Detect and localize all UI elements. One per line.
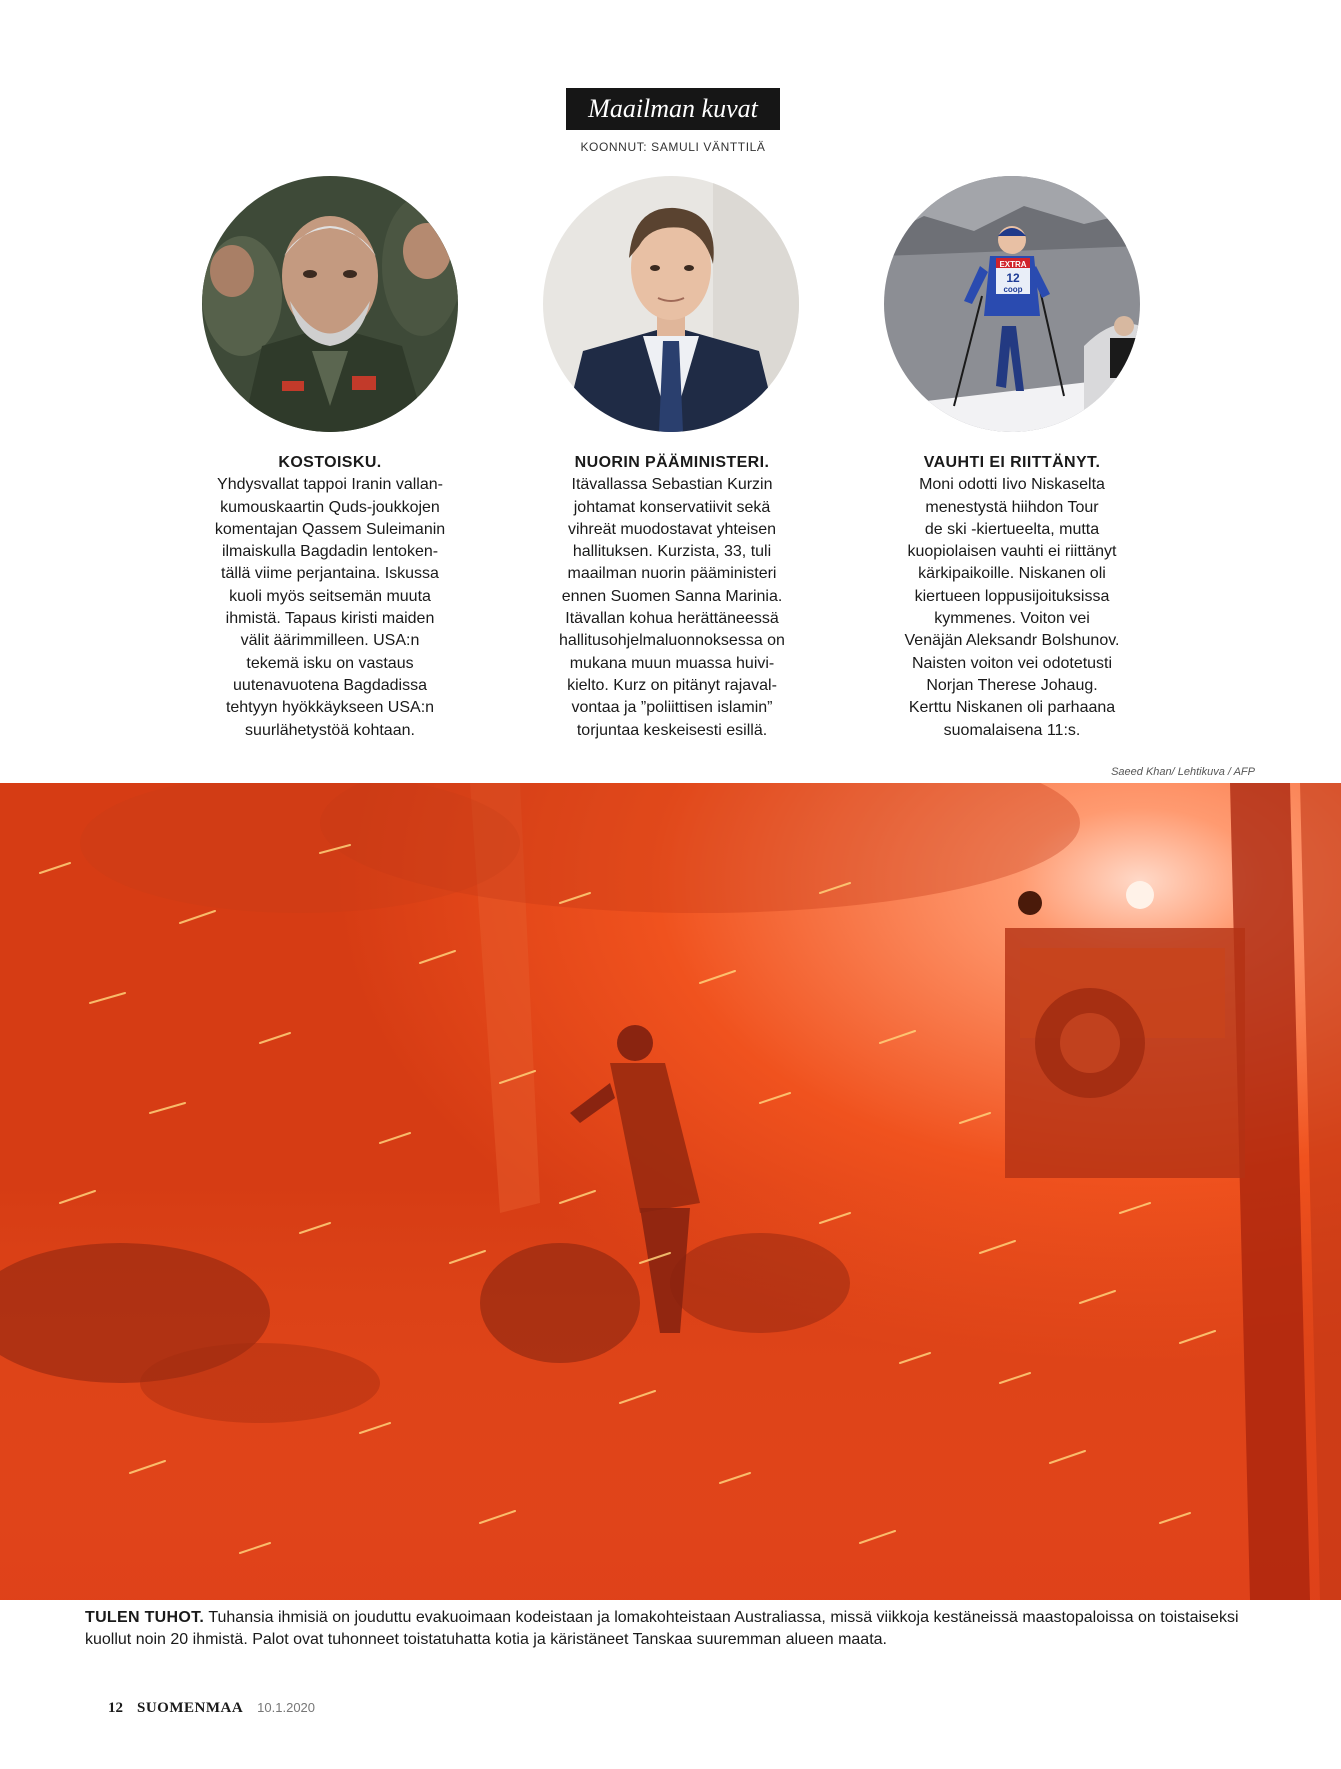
general-photo-image bbox=[202, 176, 458, 432]
story-heading: KOSTOISKU. bbox=[278, 454, 382, 471]
page-number: 12 bbox=[108, 1700, 123, 1716]
story-line: ennen Suomen Sanna Marinia. bbox=[561, 587, 783, 605]
page-footer bbox=[108, 1700, 315, 1717]
story-vauhti-ei-riittanyt bbox=[877, 452, 1147, 742]
story-line: Venäjän Aleksandr Bolshunov. bbox=[904, 632, 1120, 650]
photo-credit: Saeed Khan/ Lehtikuva / AFP bbox=[1111, 766, 1255, 778]
story-kostoisku bbox=[195, 452, 465, 742]
story-heading: NUORIN PÄÄMINISTERI. bbox=[574, 454, 770, 471]
publication-name: SUOMENMAA bbox=[137, 1700, 244, 1716]
story-line: kymmenes. Voiton vei bbox=[934, 610, 1090, 628]
story-line: ilmaiskulla Bagdadin lentoken- bbox=[221, 543, 439, 561]
skier-photo-image bbox=[884, 176, 1140, 432]
story-line: tekemä isku on vastaus bbox=[246, 654, 414, 672]
story-line: mukana muun muassa huivi- bbox=[569, 654, 775, 672]
story-line: Norjan Therese Johaug. bbox=[926, 676, 1098, 694]
story-line: johtamat konservatiivit sekä bbox=[573, 498, 771, 516]
story-line: tehtyyn hyökkäykseen USA:n bbox=[225, 699, 435, 717]
story-line: kielto. Kurz on pitänyt rajaval- bbox=[567, 676, 777, 694]
story-line: suurlähetystöä kohtaan. bbox=[245, 721, 415, 739]
story-line: de ski -kiertueelta, mutta bbox=[924, 520, 1100, 538]
story-line: ihmistä. Tapaus kiristi maiden bbox=[225, 610, 435, 628]
story-line: kärkipaikoille. Niskanen oli bbox=[918, 565, 1106, 583]
story-line: komentajan Qassem Suleimanin bbox=[214, 520, 446, 538]
story-line: hallitusohjelmaluonnoksessa on bbox=[559, 632, 785, 650]
story-line: kuopiolaisen vauhti ei riittänyt bbox=[907, 543, 1117, 561]
photo-caption bbox=[85, 1607, 1265, 1651]
story-line: tällä viime perjantaina. Iskussa bbox=[221, 565, 439, 583]
caption-text: Tuhansia ihmisiä on jouduttu evakuoimaan kodeistaan ja lomakohteistaan Australiassa, missä viikkoja kestäneissä maastopaloissa on toistaiseksi kuollut noin 20 ihmistä. Palot ovat tuhonneet toistatuhatta kotia ja käristäneet Tanskaa suuremman alueen maata. bbox=[85, 1609, 1239, 1648]
chancellor-photo-image bbox=[543, 176, 799, 432]
skier-bib-sponsor: EXTRA bbox=[999, 260, 1027, 269]
story-line: vihreät muodostavat yhteisen bbox=[567, 520, 777, 538]
story-line: välit äärimmilleen. USA:n bbox=[240, 632, 420, 650]
issue-date: 10.1.2020 bbox=[257, 1700, 316, 1715]
story-line: uutenavuotena Bagdadissa bbox=[233, 676, 427, 694]
story-line: Kerttu Niskanen oli parhaana bbox=[908, 699, 1116, 717]
skier-bib-brand: coop bbox=[1003, 285, 1023, 294]
story-line: Itävallan kohua herättäneessä bbox=[565, 610, 779, 628]
portrait-skier-photo bbox=[884, 176, 1140, 432]
wildfire-photo-image bbox=[0, 783, 1341, 1600]
story-line: menestystä hiihdon Tour bbox=[925, 498, 1099, 516]
compiled-by-credit: KOONNUT: SAMULI VÄNTTILÄ bbox=[580, 140, 766, 154]
story-line: torjuntaa keskeisesti esillä. bbox=[576, 721, 768, 739]
story-line: Moni odotti Iivo Niskaselta bbox=[919, 476, 1105, 494]
section-title: Maailman kuvat bbox=[566, 88, 780, 130]
portrait-chancellor-photo bbox=[543, 176, 799, 432]
story-line: kumouskaartin Quds-joukkojen bbox=[220, 498, 440, 516]
skier-bib-number: 12 bbox=[1006, 271, 1020, 285]
story-line: Yhdysvallat tappoi Iranin vallan- bbox=[217, 476, 443, 494]
story-line: maailman nuorin pääministeri bbox=[567, 565, 777, 583]
portrait-general-photo bbox=[202, 176, 458, 432]
story-line: vontaa ja ”poliittisen islamin” bbox=[571, 699, 773, 717]
story-line: kuoli myös seitsemän muuta bbox=[229, 587, 431, 605]
story-line: Naisten voiton vei odotetusti bbox=[911, 654, 1113, 672]
caption-lead: TULEN TUHOT. bbox=[85, 1609, 205, 1626]
story-line: kiertueen loppusijoituksissa bbox=[914, 587, 1110, 605]
story-heading: VAUHTI EI RIITTÄNYT. bbox=[923, 454, 1101, 471]
story-line: suomalaisena 11:s. bbox=[943, 721, 1081, 739]
story-nuorin-paaministeri bbox=[537, 452, 807, 742]
story-line: Itävallassa Sebastian Kurzin bbox=[571, 476, 773, 494]
wildfire-photo bbox=[0, 783, 1341, 1600]
story-line: hallituksen. Kurzista, 33, tuli bbox=[572, 543, 772, 561]
